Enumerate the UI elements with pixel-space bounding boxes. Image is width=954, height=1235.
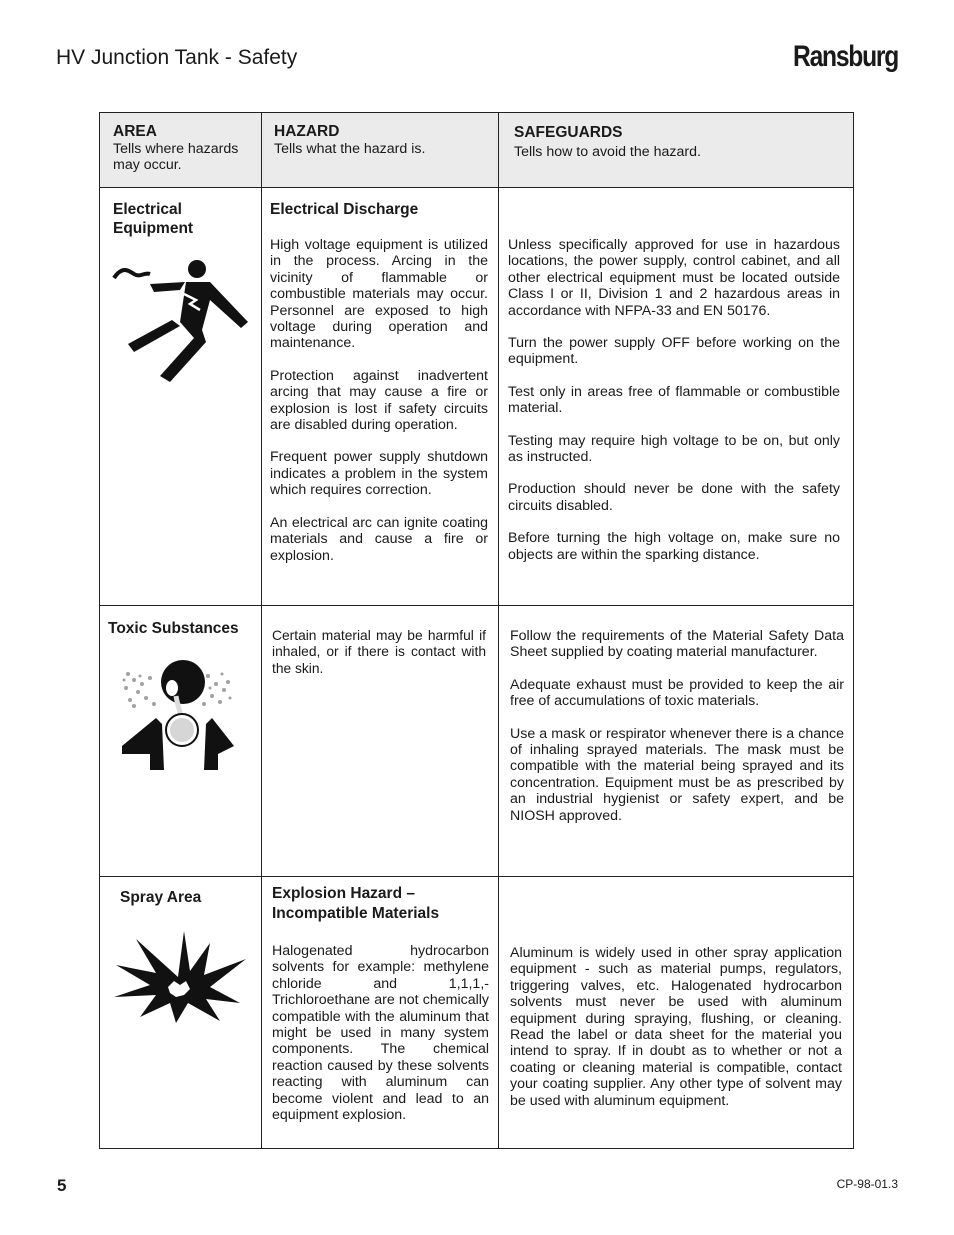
safeguard-paragraph: Use a mask or respirator whenever there is a chance of inhaling sprayed materials. The mask must be compatible with the material being sprayed and its concentration. Equipment must be as prescribed by an industrial hygienist or safety expert, and be NIOSH approved. (510, 725, 844, 824)
safeguard-paragraph: Turn the power supply OFF before working on the equipment. (508, 335, 840, 368)
header-safeguards-desc: Tells how to avoid the hazard. (514, 144, 701, 160)
hazard-paragraph: Halogenated hydrocarbon solvents for example: methylene chloride and 1,1,1,-Trichloroethane are not chemically compatible with the aluminum that might be used in many system components. The chemical reaction caused by these solvents reacting with aluminum can become violent and lead to an equipment explosion. (272, 943, 489, 1124)
row-divider (100, 605, 853, 606)
hazard-text (272, 628, 486, 677)
header-area-title: AREA (113, 123, 157, 140)
header-safeguards-title: SAFEGUARDS (514, 124, 623, 141)
column-divider (498, 113, 499, 1148)
safeguards-text (508, 237, 840, 563)
safeguard-paragraph: Test only in areas free of flammable or combustible material. (508, 383, 840, 417)
header-safeguards (514, 124, 834, 160)
area-label: Spray Area (120, 889, 202, 906)
safeguard-paragraph: Production should never be done with the safety circuits disabled. (508, 481, 840, 514)
safeguard-paragraph: Aluminum is widely used in other spray application equipment - such as material pumps, regulators, triggering valves, etc. Halogenated hydrocarbon solvents must never be used with aluminum equipment during spraying, flushing, or cleaning. Read the label or data sheet for the material you intend to spray. If in doubt as to whether or not a coating or cleaning material is compatible, contact your coating supplier. Any other type of solvent may be used with aluminum equipment. (510, 945, 842, 1109)
safeguards-text (510, 628, 844, 824)
area-label: Electrical Equipment (113, 201, 194, 237)
header-hazard-desc: Tells what the hazard is. (274, 141, 426, 157)
area-label: Toxic Substances (108, 620, 239, 637)
hazard-paragraph: High voltage equipment is utilized in the process. Arcing in the vicinity of flammable or combustible materials may occur. Personnel are exposed to high voltage during operation and maintenance. (270, 237, 488, 352)
safeguard-paragraph: Before turning the high voltage on, make sure no objects are within the sparking distance. (508, 530, 840, 563)
row-divider (100, 187, 853, 188)
safeguards-text (510, 945, 842, 1109)
header-area (113, 123, 253, 173)
safeguard-paragraph: Unless specifically approved for use in hazardous locations, the power supply, control cabinet, and all other electrical equipment must be located outside Class I or II, Division 1 and 2 hazardous areas in accordance with NFPA-33 and EN 50176. (508, 237, 840, 319)
hazard-title: Electrical Discharge (270, 201, 419, 218)
header-area-desc: Tells where hazards may occur. (113, 141, 239, 173)
electric-shock-icon (110, 258, 252, 388)
hazard-paragraph: An electrical arc can ignite coating materials and cause a fire or explosion. (270, 514, 488, 564)
document-code: CP-98-01.3 (836, 1177, 898, 1191)
brand-logo: Ransburg (793, 40, 898, 73)
hazard-paragraph: Protection against inadvertent arcing that may cause a fire or explosion is lost if safety circuits are disabled during operation. (270, 367, 488, 434)
hazard-paragraph: Frequent power supply shutdown indicates a problem in the system which requires correction. (270, 449, 488, 499)
column-divider (261, 113, 262, 1148)
header-hazard-title: HAZARD (274, 123, 340, 140)
page-title: HV Junction Tank - Safety (56, 46, 298, 69)
explosion-icon (110, 925, 248, 1025)
hazard-paragraph: Certain material may be harmful if inhaled, or if there is contact with the skin. (272, 628, 486, 676)
safeguard-paragraph: Testing may require high voltage to be on, but only as instructed. (508, 432, 840, 466)
hazard-text (270, 237, 488, 564)
row-divider (100, 876, 853, 877)
hazard-title: Explosion Hazard – Incompatible Materials (272, 885, 440, 922)
hazard-text (272, 943, 489, 1123)
toxic-inhalation-icon (120, 658, 235, 773)
safeguard-paragraph: Follow the requirements of the Material Safety Data Sheet supplied by coating material manufacturer. (510, 628, 844, 661)
safeguard-paragraph: Adequate exhaust must be provided to keep the air free of accumulations of toxic materials. (510, 676, 844, 710)
safety-table (99, 112, 854, 1149)
header-hazard (274, 123, 489, 157)
page-number: 5 (57, 1176, 67, 1195)
